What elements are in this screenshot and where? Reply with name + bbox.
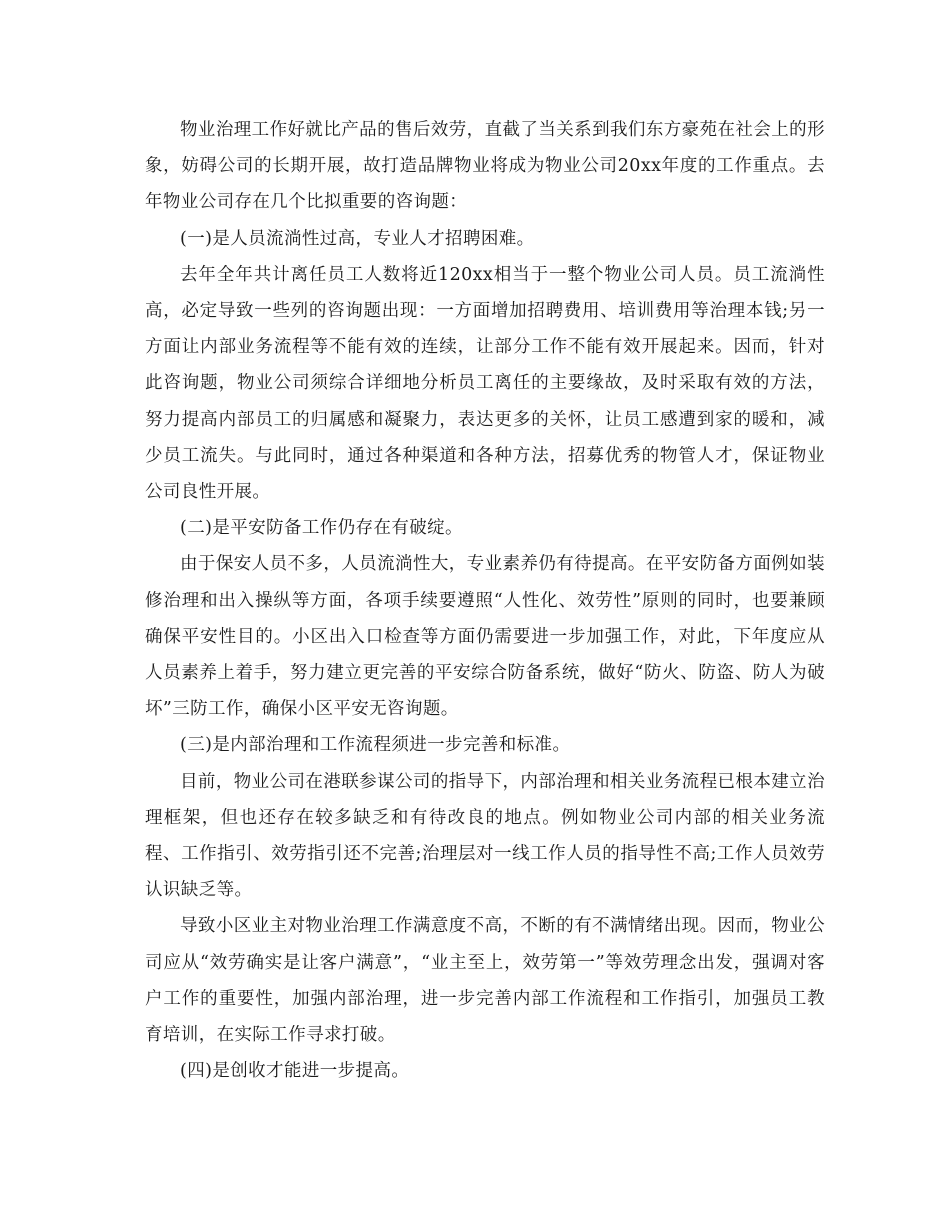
paragraph-issue-3: 目前，物业公司在港联参谋公司的指导下，内部治理和相关业务流程已根本建立治理框架，但也还存在较多缺乏和有待改良的地点。例如物业公司内部的相关业务流程、工作指引、效劳指引还不完善;治理层对一线工作人员的指导性不高;工作人员效劳认识缺乏等。	[145, 771, 825, 901]
heading-issue-2: (二)是平安防备工作仍存在有破绽。	[180, 518, 463, 539]
heading-issue-3: (三)是内部治理和工作流程须进一步完善和标准。	[180, 735, 571, 756]
paragraph-issue-2: 由于保安人员不多，人员流淌性大，专业素养仍有待提高。在平安防备方面例如装修治理和出入操纵等方面，各项手续要遵照“人性化、效劳性”原则的同时，也要兼顾确保平安性目的。小区出入口检查等方面仍需要进一步加强工作，对此，下年度应从人员素养上着手，努力建立更完善的平安综合防备系统，做好“防火、防盗、防人为破坏”三防工作，确保小区平安无咨询题。	[145, 554, 825, 720]
heading-issue-4: (四)是创收才能进一步提高。	[180, 1061, 410, 1082]
paragraph-intro: 物业治理工作好就比产品的售后效劳，直截了当关系到我们东方豪苑在社会上的形象，妨碍公司的长期开展，故打造品牌物业将成为物业公司20xx年度的工作重点。去年物业公司存在几个比拟重要的咨询题：	[145, 120, 825, 213]
paragraph-issue-3-continued: 导致小区业主对物业治理工作满意度不高，不断的有不满情绪出现。因而，物业公司应从“效劳确实是让客户满意”，“业主至上，效劳第一”等效劳理念出发，强调对客户工作的重要性，加强内部治理，进一步完善内部工作流程和工作指引，加强员工教育培训，在实际工作寻求打破。	[145, 916, 825, 1046]
heading-issue-1: (一)是人员流淌性过高，专业人才招聘困难。	[180, 228, 535, 249]
document-body	[145, 112, 825, 1089]
paragraph-issue-1: 去年全年共计离任员工人数将近120xx相当于一整个物业公司人员。员工流淌性高，必定导致一些列的咨询题出现：一方面增加招聘费用、培训费用等治理本钱;另一方面让内部业务流程等不能有效的连续，让部分工作不能有效开展起来。因而，针对此咨询题，物业公司须综合详细地分析员工离任的主要缘故，及时采取有效的方法，努力提高内部员工的归属感和凝聚力，表达更多的关怀，让员工感遭到家的暖和，减少员工流失。与此同时，通过各种渠道和各种方法，招募优秀的物管人才，保证物业公司良性开展。	[145, 264, 825, 503]
